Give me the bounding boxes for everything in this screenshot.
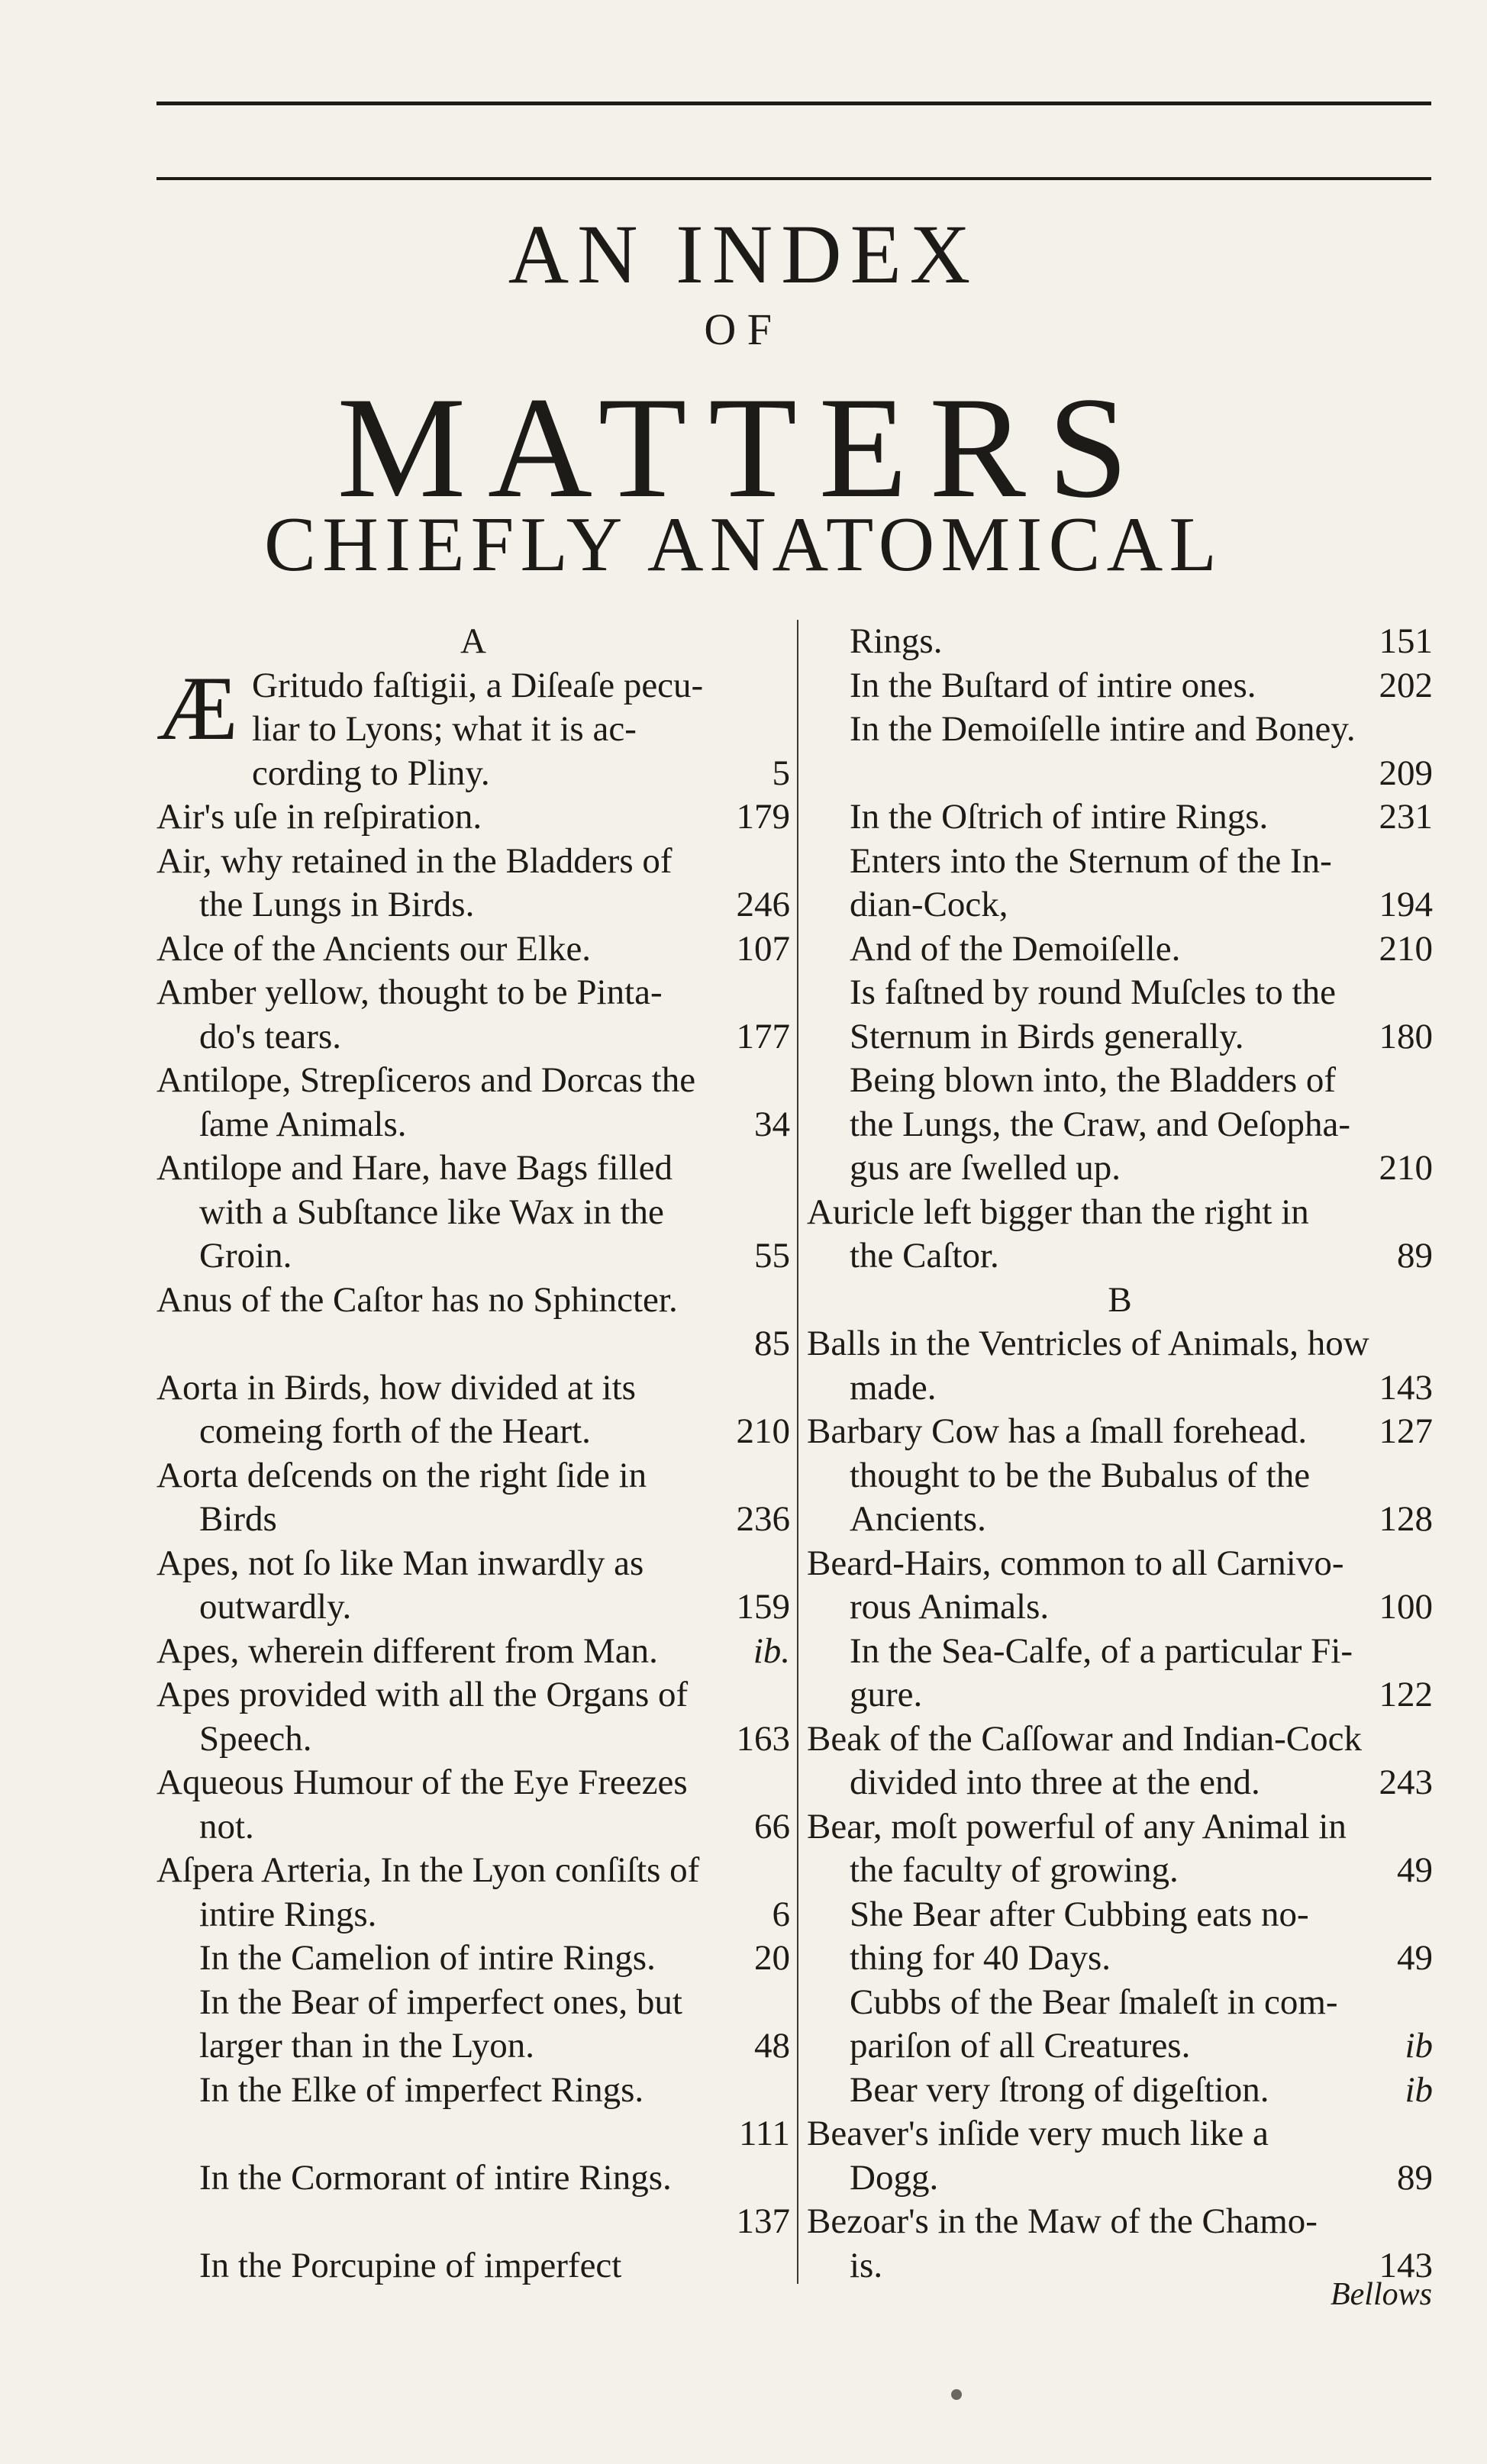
entry-text: Air, why retained in the Bladders of [156, 840, 673, 881]
index-entry [156, 1279, 790, 1323]
catchword: Bellows [1331, 2277, 1432, 2312]
entry-text: In the Bear of imperfect ones, but [199, 1982, 682, 2022]
entry-text: She Bear after Cubbing eats no- [850, 1894, 1309, 1934]
entry-text: Bezoar's in the Maw of the Chamo- [807, 2201, 1318, 2241]
page-number: 111 [738, 2114, 790, 2153]
entry-text: Antilope and Hare, have Bags filled [156, 1148, 673, 1188]
title-line-1: AN INDEX [508, 208, 979, 301]
page-number: 210 [736, 1411, 790, 1451]
page-number: 243 [1379, 1763, 1433, 1802]
entry-text: Beak of the Caſſowar and Indian-Cock [807, 1718, 1362, 1759]
index-entry [807, 1542, 1433, 1586]
index-entry [807, 1366, 1433, 1411]
page-number: 89 [1397, 1236, 1433, 1276]
entry-text: Apes, not ſo like Man inwardly as [156, 1543, 644, 1583]
entry-text: In the Buſtard of intire ones. [850, 665, 1256, 705]
index-entry [156, 2112, 790, 2156]
page-number: 55 [754, 1236, 790, 1276]
entry-text: not. [199, 1806, 254, 1846]
entry-text: And of the Demoiſelle. [850, 928, 1181, 969]
entry-text: gus are ſwelled up. [850, 1148, 1121, 1188]
page-number: 209 [1379, 753, 1433, 793]
right-column [807, 620, 1433, 2288]
entry-text: Aqueous Humour of the Eye Freezes [156, 1763, 688, 1802]
index-entry [156, 1761, 790, 1805]
index-entry [156, 2244, 790, 2288]
entry-text: Birds [199, 1499, 277, 1539]
entry-text: Beaver's inſide very much like a [807, 2114, 1269, 2153]
page-number: 194 [1379, 885, 1433, 924]
entry-text: Air's uſe in reſpiration. [156, 797, 482, 837]
page-number: 177 [736, 1016, 790, 1056]
index-entry [807, 795, 1433, 840]
page-number: 100 [1379, 1587, 1433, 1627]
entry-text: the faculty of growing. [850, 1850, 1179, 1890]
page-number: 210 [1379, 1148, 1433, 1188]
page-number: 246 [736, 885, 790, 924]
page-number: 48 [754, 2026, 790, 2066]
index-entry [156, 1103, 790, 1147]
page-number: 5 [772, 753, 790, 793]
index-entry [156, 1585, 790, 1630]
entry-text: In the Oſtrich of intire Rings. [850, 797, 1269, 837]
entry-text: do's tears. [199, 1016, 341, 1056]
entry-text: In the Porcupine of imperfect [199, 2245, 622, 2285]
index-entry [156, 1410, 790, 1454]
index-entry [156, 795, 790, 840]
entry-text: Antilope, Strepſiceros and Dorcas the [156, 1060, 696, 1100]
page-number: 89 [1397, 2157, 1433, 2198]
entry-text: dian-Cock, [850, 885, 1008, 924]
index-entry [156, 1234, 790, 1279]
page-number: 6 [772, 1894, 790, 1934]
page-number: 137 [736, 2201, 790, 2241]
index-entry [807, 883, 1433, 927]
entry-text: Groin. [199, 1236, 292, 1276]
index-entry [156, 1191, 790, 1235]
index-entry [807, 2112, 1433, 2156]
entry-text: Alce of the Ancients our Elke. [156, 928, 592, 969]
index-entry [156, 2024, 790, 2069]
page-number: 107 [736, 928, 790, 969]
entry-text: the Lungs in Birds. [199, 885, 475, 924]
entry-text: the Lungs, the Craw, and Oeſopha- [850, 1104, 1351, 1144]
page-number: 143 [1379, 1367, 1433, 1408]
index-entry [807, 1322, 1433, 1366]
page-number: 210 [1379, 928, 1433, 969]
entry-text: gure. [850, 1675, 923, 1714]
entry-text: Aorta in Birds, how divided at its [156, 1367, 636, 1408]
index-entry [156, 1717, 790, 1762]
title-line-2: OF [704, 305, 783, 354]
index-entry [156, 1498, 790, 1542]
column-divider [797, 620, 798, 2284]
entry-text: ſame Animals. [199, 1104, 407, 1144]
entry-text: thought to be the Bubalus of the [850, 1455, 1311, 1495]
index-entry [156, 2069, 790, 2113]
page-number: 236 [736, 1499, 790, 1539]
entry-text: Gritudo faſtigii, a Diſeaſe pecu- [252, 665, 704, 705]
index-entry [156, 1015, 790, 1059]
index-entry [156, 752, 790, 796]
index-entry [807, 1630, 1433, 1674]
entry-text: liar to Lyons; what it is ac- [252, 709, 637, 749]
entry-text: Enters into the Sternum of the In- [850, 840, 1332, 881]
index-entry [807, 2200, 1433, 2244]
index-entry [156, 1981, 790, 2025]
index-entry [807, 1805, 1433, 1850]
index-entry [807, 752, 1433, 796]
drop-capital: Æ [156, 657, 238, 759]
entry-text: intire Rings. [199, 1894, 377, 1934]
entry-text: In the Elke of imperfect Rings. [199, 2069, 644, 2110]
entry-text: Dogg. [850, 2157, 939, 2198]
index-entry [156, 1849, 790, 1893]
index-entry [156, 1542, 790, 1586]
entry-text: Sternum in Birds generally. [850, 1016, 1244, 1056]
entry-text: with a Subſtance like Wax in the [199, 1192, 664, 1232]
index-entry [156, 1937, 790, 1981]
index-entry [156, 708, 790, 752]
title-line-4: CHIEFLY ANATOMICAL [264, 502, 1223, 588]
page-number: 231 [1379, 797, 1433, 837]
entry-text: larger than in the Lyon. [199, 2026, 534, 2066]
page-number: 179 [736, 797, 790, 837]
page-number: 143 [1379, 2245, 1433, 2285]
page-number: 151 [1379, 621, 1433, 661]
index-entry [156, 664, 790, 708]
index-entry [807, 1234, 1433, 1279]
index-entry [156, 971, 790, 1015]
page-number: ib [1405, 2069, 1433, 2110]
section-heading-b: B [1108, 1279, 1132, 1320]
index-entry [807, 1498, 1433, 1542]
page-number: 127 [1379, 1411, 1433, 1451]
page-number: 49 [1397, 1938, 1433, 1978]
section-heading-a: A [460, 621, 486, 661]
index-entry [156, 2156, 790, 2201]
index-entry [156, 1454, 790, 1498]
index-entry [156, 1893, 790, 1937]
index-entry [156, 1059, 790, 1103]
index-entry [156, 883, 790, 927]
index-entry [807, 1849, 1433, 1893]
entry-text: thing for 40 Days. [850, 1938, 1111, 1978]
index-entry [156, 1805, 790, 1850]
page-dot [951, 2389, 962, 2400]
entry-text: the Caſtor. [850, 1236, 999, 1276]
entry-text: Being blown into, the Bladders of [850, 1060, 1337, 1100]
index-entry [156, 1147, 790, 1191]
index-entry [156, 840, 790, 884]
page-number: 20 [754, 1938, 790, 1978]
top-rule [156, 102, 1431, 105]
index-entry [807, 1191, 1433, 1235]
entry-text: Ancients. [850, 1499, 986, 1539]
entry-text: Apes provided with all the Organs of [156, 1675, 689, 1714]
page-number: 49 [1397, 1850, 1433, 1890]
index-entry [807, 1103, 1433, 1147]
entry-text: In the Camelion of intire Rings. [199, 1938, 656, 1978]
index-entry [807, 1015, 1433, 1059]
index-entry [156, 1366, 790, 1411]
entry-text: comeing forth of the Heart. [199, 1411, 591, 1451]
entry-text: cording to Pliny. [252, 753, 490, 793]
index-entry [156, 927, 790, 972]
entry-text: Speech. [199, 1718, 312, 1759]
entry-text: pariſon of all Creatures. [850, 2026, 1191, 2066]
page-number: 34 [754, 1104, 790, 1144]
entry-text: outwardly. [199, 1587, 352, 1627]
entry-text: In the Cormorant of intire Rings. [199, 2157, 672, 2198]
page-number: 66 [754, 1806, 790, 1846]
entry-text: Cubbs of the Bear ſmaleſt in com- [850, 1982, 1338, 2022]
entry-text: In the Sea-Calfe, of a particular Fi- [850, 1630, 1353, 1671]
index-entry [156, 2200, 790, 2244]
entry-text: Aſpera Arteria, In the Lyon conſiſts of [156, 1850, 700, 1890]
entry-text: is. [850, 2245, 883, 2285]
page-number: 180 [1379, 1016, 1433, 1056]
index-entry [807, 1761, 1433, 1805]
entry-text: Auricle left bigger than the right in [807, 1192, 1309, 1232]
index-entry [807, 927, 1433, 972]
page-number: 122 [1379, 1675, 1433, 1714]
header-rule [156, 177, 1431, 180]
index-entry [807, 1673, 1433, 1717]
title-line-3: MATTERS [337, 368, 1150, 528]
entry-text: Barbary Cow has a ſmall forehead. [807, 1411, 1308, 1451]
page-number: 128 [1379, 1499, 1433, 1539]
entry-text: Balls in the Ventricles of Animals, how [807, 1324, 1369, 1363]
index-entry [807, 2024, 1433, 2069]
index-entry [807, 1585, 1433, 1630]
entry-text: Bear, moſt powerful of any Animal in [807, 1806, 1347, 1846]
entry-text: Aorta deſcends on the right ſide in [156, 1455, 647, 1495]
index-entry [807, 2069, 1433, 2113]
left-column [156, 620, 790, 2288]
index-entry [807, 1147, 1433, 1191]
index-entry [807, 1059, 1433, 1103]
entry-text: Anus of the Caſtor has no Sphincter. [156, 1279, 678, 1320]
index-entry [807, 708, 1433, 752]
index-entry [807, 2156, 1433, 2201]
index-entry [156, 1673, 790, 1717]
index-entry [807, 1410, 1433, 1454]
page-number: 163 [736, 1718, 790, 1759]
index-entry [807, 620, 1433, 664]
page-number: 159 [736, 1587, 790, 1627]
page-number: ib. [753, 1630, 790, 1671]
entry-text: Is faſtned by round Muſcles to the [850, 972, 1336, 1012]
index-entry [156, 1630, 790, 1674]
entry-text: Bear very ſtrong of digeſtion. [850, 2069, 1269, 2110]
index-entry [807, 1937, 1433, 1981]
entry-text: Rings. [850, 621, 943, 661]
entry-text: rous Animals. [850, 1587, 1050, 1627]
entry-text: made. [850, 1367, 937, 1408]
index-entry [156, 1322, 790, 1366]
entry-text: Beard-Hairs, common to all Carnivo- [807, 1543, 1344, 1583]
page-number: ib [1405, 2026, 1433, 2066]
index-entry [807, 1454, 1433, 1498]
index-entry [807, 664, 1433, 708]
entry-text: In the Demoiſelle intire and Boney. [850, 709, 1356, 749]
entry-text: Amber yellow, thought to be Pinta- [156, 972, 663, 1012]
index-entry [807, 1893, 1433, 1937]
page-number: 202 [1379, 665, 1433, 705]
entry-text: divided into three at the end. [850, 1763, 1260, 1802]
index-entry [807, 1717, 1433, 1762]
index-entry [807, 1981, 1433, 2025]
index-entry [807, 971, 1433, 1015]
page-number: 85 [754, 1324, 790, 1363]
entry-text: Apes, wherein different from Man. [156, 1630, 658, 1671]
index-entry [807, 840, 1433, 884]
